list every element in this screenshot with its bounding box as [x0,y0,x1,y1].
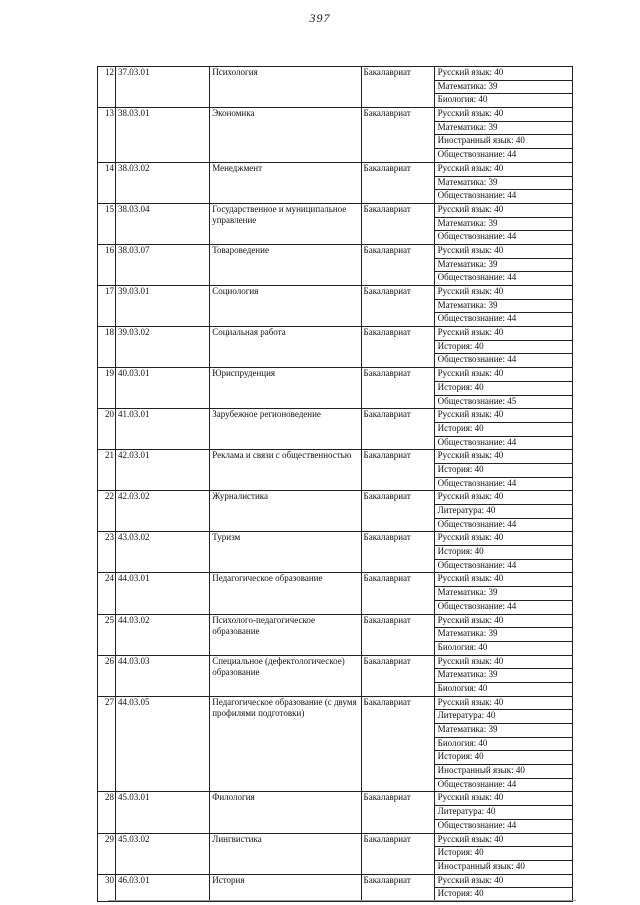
subject-min-score: Литература: 40 [435,806,572,820]
education-level: Бакалавриат [361,573,434,614]
row-number: 18 [98,327,116,368]
subject-min-score: Математика: 39 [435,300,572,314]
subject-min-score: Русский язык: 40 [435,697,572,711]
subject-min-score: Русский язык: 40 [435,834,572,848]
program-name: Туризм [210,532,361,573]
education-level: Бакалавриат [361,696,434,792]
table-row [98,614,573,655]
subject-min-score: Обществознание: 44 [437,272,517,283]
subject-min-score: Русский язык: 40 [435,875,572,889]
table-row [98,108,573,163]
subject-min-score: Обществознание: 44 [437,190,517,201]
subject-min-score: Обществознание: 44 [437,819,517,830]
program-name: Журналистика [210,491,361,532]
program-code: 38.03.04 [116,203,210,244]
subject-min-score: Математика: 39 [435,724,572,738]
row-number: 14 [98,162,116,203]
subject-min-score: Русский язык: 40 [435,573,572,587]
subject-min-score: Математика: 39 [435,218,572,232]
subject-min-score: Обществознание: 44 [437,518,517,529]
table-row [98,244,573,285]
subject-min-score: Литература: 40 [435,505,572,519]
program-name: Государственное и муниципальное управление [210,203,361,244]
table-row [98,286,573,327]
subject-min-score: Биология: 40 [435,738,572,752]
education-level: Бакалавриат [361,67,434,108]
subject-min-score: История: 40 [435,546,572,560]
row-number: 22 [98,491,116,532]
program-code: 42.03.01 [116,450,210,491]
subject-min-score: Русский язык: 40 [435,792,572,806]
subjects-cell [434,286,572,327]
subject-min-score: История: 40 [435,341,572,355]
subject-min-score: История: 40 [435,751,572,765]
subject-min-score: История: 40 [435,382,572,396]
program-name: Реклама и связи с общественностью [210,450,361,491]
row-number: 21 [98,450,116,491]
subjects-cell [434,409,572,450]
admission-table [97,66,573,902]
subject-min-score: Математика: 39 [435,628,572,642]
education-level: Бакалавриат [361,368,434,409]
subject-min-score: Обществознание: 44 [437,231,517,242]
program-code: 43.03.02 [116,532,210,573]
page-number: 397 [309,11,331,25]
subject-min-score: Русский язык: 40 [435,491,572,505]
row-number: 19 [98,368,116,409]
program-name: Социология [210,286,361,327]
education-level: Бакалавриат [361,108,434,163]
row-number: 26 [98,655,116,696]
subject-min-score: Иностранный язык: 40 [437,860,525,871]
program-name: Психолого-педагогическое образование [210,614,361,655]
subject-min-score: Русский язык: 40 [435,67,572,81]
row-number: 23 [98,532,116,573]
subject-min-score: Обществознание: 44 [437,354,517,365]
subject-min-score: Русский язык: 40 [435,204,572,218]
program-code: 45.03.01 [116,792,210,833]
subject-min-score: Обществознание: 44 [437,477,517,488]
education-level: Бакалавриат [361,244,434,285]
table-row [98,450,573,491]
table-row [98,655,573,696]
subject-min-score: Русский язык: 40 [435,656,572,670]
program-name: Экономика [210,108,361,163]
program-code: 44.03.05 [116,696,210,792]
subjects-cell [434,327,572,368]
program-name: Юриспруденция [210,368,361,409]
subject-min-score: Математика: 39 [435,587,572,601]
program-code: 44.03.01 [116,573,210,614]
row-number: 16 [98,244,116,285]
table-body [98,67,573,902]
table-row [98,203,573,244]
subject-min-score: Русский язык: 40 [435,615,572,629]
row-number: 20 [98,409,116,450]
program-name: Менеджмент [210,162,361,203]
program-name: Товароведение [210,244,361,285]
subjects-cell [434,655,572,696]
program-name: Социальная работа [210,327,361,368]
education-level: Бакалавриат [361,450,434,491]
program-name: Специальное (дефектологическое) образование [210,655,361,696]
subject-min-score: Обществознание: 44 [437,436,517,447]
education-level: Бакалавриат [361,286,434,327]
subject-min-score: Русский язык: 40 [435,163,572,177]
subject-min-score: Русский язык: 40 [435,108,572,122]
table-row [98,573,573,614]
subject-min-score: Русский язык: 40 [435,327,572,341]
subject-min-score: Русский язык: 40 [435,409,572,423]
program-name: Педагогическое образование (с двумя профилями подготовки) [210,696,361,792]
program-code: 38.03.07 [116,244,210,285]
row-number: 25 [98,614,116,655]
subject-min-score: Обществознание: 44 [437,149,517,160]
subjects-cell [434,162,572,203]
program-code: 40.03.01 [116,368,210,409]
row-number: 29 [98,833,116,874]
subject-min-score: История: 40 [435,847,572,861]
education-level: Бакалавриат [361,532,434,573]
subjects-cell [434,696,572,792]
subject-min-score: Русский язык: 40 [435,532,572,546]
education-level: Бакалавриат [361,655,434,696]
subject-min-score: Обществознание: 45 [437,395,517,406]
program-code: 39.03.01 [116,286,210,327]
program-code: 46.03.01 [116,874,210,901]
subject-min-score: Обществознание: 44 [437,313,517,324]
subject-min-score: Литература: 40 [435,710,572,724]
subject-min-score: Биология: 40 [437,682,488,693]
program-code: 38.03.01 [116,108,210,163]
subjects-cell [434,244,572,285]
subject-min-score: Биология: 40 [437,641,488,652]
subjects-cell [434,874,572,901]
table-row [98,368,573,409]
program-name: Лингвистика [210,833,361,874]
row-number: 27 [98,696,116,792]
program-name: Педагогическое образование [210,573,361,614]
subjects-cell [434,368,572,409]
subject-min-score: Биология: 40 [437,94,488,105]
subjects-cell [434,573,572,614]
education-level: Бакалавриат [361,162,434,203]
table-row [98,696,573,792]
subject-min-score: Обществознание: 44 [437,600,517,611]
subjects-cell [434,67,572,108]
subjects-cell [434,614,572,655]
subject-min-score: Математика: 39 [435,81,572,95]
footer-divider [108,900,576,901]
education-level: Бакалавриат [361,409,434,450]
program-code: 37.03.01 [116,67,210,108]
program-name: Зарубежное регионоведение [210,409,361,450]
education-level: Бакалавриат [361,614,434,655]
education-level: Бакалавриат [361,203,434,244]
program-name: Психология [210,67,361,108]
program-code: 45.03.02 [116,833,210,874]
subject-min-score: Иностранный язык: 40 [435,765,572,779]
program-code: 44.03.03 [116,655,210,696]
program-code: 44.03.02 [116,614,210,655]
subject-min-score: Математика: 39 [435,259,572,273]
education-level: Бакалавриат [361,327,434,368]
subject-min-score: Математика: 39 [435,177,572,191]
subject-min-score: Русский язык: 40 [435,286,572,300]
subjects-cell [434,532,572,573]
subject-min-score: Русский язык: 40 [435,245,572,259]
row-number: 13 [98,108,116,163]
table-row [98,67,573,108]
table-row [98,532,573,573]
row-number: 17 [98,286,116,327]
table-row [98,162,573,203]
subject-min-score: Иностранный язык: 40 [435,135,572,149]
table-row [98,874,573,901]
program-name: История [210,874,361,901]
table-row [98,792,573,833]
program-name: Филология [210,792,361,833]
subject-min-score: История: 40 [435,423,572,437]
subjects-cell [434,108,572,163]
row-number: 28 [98,792,116,833]
subject-min-score: Обществознание: 44 [437,559,517,570]
subject-min-score: Русский язык: 40 [435,368,572,382]
education-level: Бакалавриат [361,792,434,833]
subject-min-score: История: 40 [437,888,484,899]
subjects-cell [434,792,572,833]
subject-min-score: История: 40 [435,464,572,478]
row-number: 30 [98,874,116,901]
subjects-cell [434,491,572,532]
subject-min-score: Обществознание: 44 [437,778,517,789]
row-number: 15 [98,203,116,244]
program-code: 42.03.02 [116,491,210,532]
table-row [98,833,573,874]
education-level: Бакалавриат [361,491,434,532]
program-code: 41.03.01 [116,409,210,450]
row-number: 12 [98,67,116,108]
education-level: Бакалавриат [361,833,434,874]
table-row [98,409,573,450]
subjects-cell [434,833,572,874]
subjects-cell [434,450,572,491]
subject-min-score: Математика: 39 [435,122,572,136]
table-row [98,327,573,368]
table-row [98,491,573,532]
row-number: 24 [98,573,116,614]
program-code: 38.03.02 [116,162,210,203]
education-level: Бакалавриат [361,874,434,901]
program-code: 39.03.02 [116,327,210,368]
subject-min-score: Русский язык: 40 [435,450,572,464]
subjects-cell [434,203,572,244]
subject-min-score: Математика: 39 [435,669,572,683]
